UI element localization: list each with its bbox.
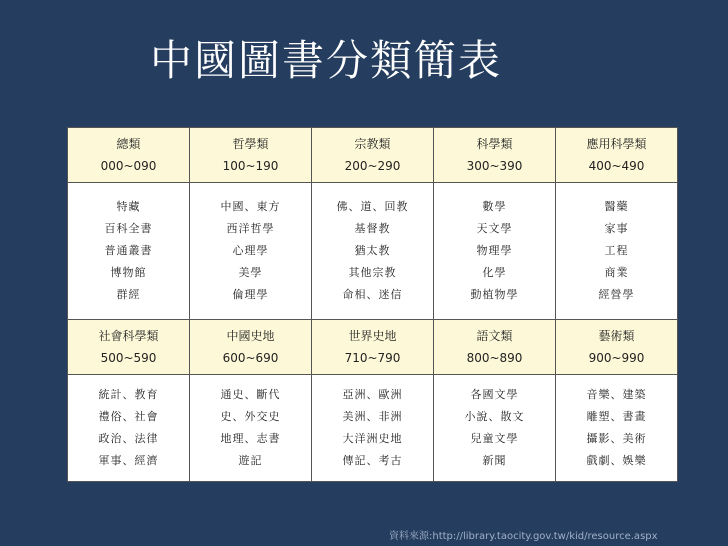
subcategory-cell bbox=[190, 375, 312, 482]
category-label: 總類 bbox=[116, 137, 141, 151]
subcategory-row bbox=[68, 375, 678, 482]
category-range: 300~390 bbox=[466, 159, 523, 173]
category-header-cell bbox=[434, 320, 556, 375]
subcategory-item: 普通叢書 bbox=[104, 244, 153, 257]
category-range: 200~290 bbox=[344, 159, 401, 173]
category-range: 000~090 bbox=[100, 159, 157, 173]
subcategory-item: 其他宗教 bbox=[348, 266, 397, 279]
category-range: 100~190 bbox=[222, 159, 279, 173]
category-header-cell bbox=[312, 128, 434, 183]
subcategory-item: 戲劇、娛樂 bbox=[586, 454, 647, 467]
subcategory-item: 中國、東方 bbox=[220, 200, 281, 213]
subcategory-item: 禮俗、社會 bbox=[98, 410, 159, 423]
subcategory-item: 大洋洲史地 bbox=[342, 432, 403, 445]
subcategory-item: 數學 bbox=[482, 200, 507, 213]
classification-table bbox=[67, 127, 677, 477]
category-label: 社會科學類 bbox=[98, 329, 159, 343]
subcategory-item: 佛、道、回教 bbox=[336, 200, 409, 213]
subcategory-item: 天文學 bbox=[476, 222, 513, 235]
category-header-cell bbox=[434, 128, 556, 183]
category-range: 500~590 bbox=[100, 351, 157, 365]
subcategory-item: 倫理學 bbox=[232, 288, 269, 301]
subcategory-item: 命相、迷信 bbox=[342, 288, 403, 301]
subcategory-item: 群經 bbox=[116, 288, 141, 301]
category-label: 藝術類 bbox=[598, 329, 635, 343]
category-header-cell bbox=[556, 320, 678, 375]
subcategory-item: 音樂、建築 bbox=[586, 388, 647, 401]
subcategory-item: 動植物學 bbox=[470, 288, 519, 301]
subcategory-item: 猶太教 bbox=[354, 244, 391, 257]
subcategory-cell bbox=[312, 375, 434, 482]
category-range: 400~490 bbox=[588, 159, 645, 173]
subcategory-item: 美洲、非洲 bbox=[342, 410, 403, 423]
subcategory-cell bbox=[68, 183, 190, 320]
category-header-cell bbox=[68, 320, 190, 375]
subcategory-item: 物理學 bbox=[476, 244, 513, 257]
subcategory-item: 政治、法律 bbox=[98, 432, 159, 445]
subcategory-item: 化學 bbox=[482, 266, 507, 279]
category-header-row bbox=[68, 320, 678, 375]
subcategory-item: 醫藥 bbox=[604, 200, 629, 213]
subcategory-item: 特藏 bbox=[116, 200, 141, 213]
category-label: 宗教類 bbox=[354, 137, 391, 151]
category-header-cell bbox=[556, 128, 678, 183]
subcategory-cell bbox=[434, 183, 556, 320]
subcategory-cell bbox=[556, 183, 678, 320]
subcategory-item: 各國文學 bbox=[470, 388, 519, 401]
category-range: 900~990 bbox=[588, 351, 645, 365]
subcategory-item: 軍事、經濟 bbox=[98, 454, 159, 467]
category-header-cell bbox=[190, 128, 312, 183]
subcategory-item: 遊記 bbox=[238, 454, 263, 467]
subcategory-item: 西洋哲學 bbox=[226, 222, 275, 235]
subcategory-item: 通史、斷代 bbox=[220, 388, 281, 401]
category-range: 800~890 bbox=[466, 351, 523, 365]
subcategory-row bbox=[68, 183, 678, 320]
subcategory-item: 經營學 bbox=[598, 288, 635, 301]
category-range: 600~690 bbox=[222, 351, 279, 365]
category-label: 科學類 bbox=[476, 137, 513, 151]
subcategory-item: 兒童文學 bbox=[470, 432, 519, 445]
subcategory-cell bbox=[556, 375, 678, 482]
subcategory-item: 家事 bbox=[604, 222, 629, 235]
subcategory-cell bbox=[434, 375, 556, 482]
subcategory-item: 博物館 bbox=[110, 266, 147, 279]
category-label: 哲學類 bbox=[232, 137, 269, 151]
subcategory-item: 工程 bbox=[604, 244, 629, 257]
category-range: 710~790 bbox=[344, 351, 401, 365]
category-header-row bbox=[68, 128, 678, 183]
source-caption: 資料來源:http://library.taocity.gov.tw/kid/resource.aspx bbox=[389, 531, 658, 542]
category-header-cell bbox=[68, 128, 190, 183]
category-label: 世界史地 bbox=[348, 329, 397, 343]
subcategory-item: 商業 bbox=[604, 266, 629, 279]
subcategory-item: 新聞 bbox=[482, 454, 507, 467]
subcategory-item: 傳記、考古 bbox=[342, 454, 403, 467]
subcategory-item: 亞洲、歐洲 bbox=[342, 388, 403, 401]
category-label: 語文類 bbox=[476, 329, 513, 343]
subcategory-cell bbox=[312, 183, 434, 320]
subcategory-item: 百科全書 bbox=[104, 222, 153, 235]
subcategory-item: 地理、志書 bbox=[220, 432, 281, 445]
subcategory-item: 史、外交史 bbox=[220, 410, 281, 423]
category-header-cell bbox=[190, 320, 312, 375]
subcategory-item: 心理學 bbox=[232, 244, 269, 257]
subcategory-cell bbox=[68, 375, 190, 482]
subcategory-item: 攝影、美術 bbox=[586, 432, 647, 445]
subcategory-item: 美學 bbox=[238, 266, 263, 279]
subcategory-item: 雕塑、書畫 bbox=[586, 410, 647, 423]
page-title: 中國圖書分類簡表 bbox=[150, 36, 503, 85]
category-header-cell bbox=[312, 320, 434, 375]
subcategory-item: 小說、散文 bbox=[464, 410, 525, 423]
category-label: 應用科學類 bbox=[586, 137, 647, 151]
subcategory-cell bbox=[190, 183, 312, 320]
subcategory-item: 統計、教育 bbox=[98, 388, 159, 401]
category-label: 中國史地 bbox=[226, 329, 275, 343]
subcategory-item: 基督教 bbox=[354, 222, 391, 235]
classification-grid bbox=[67, 127, 678, 482]
